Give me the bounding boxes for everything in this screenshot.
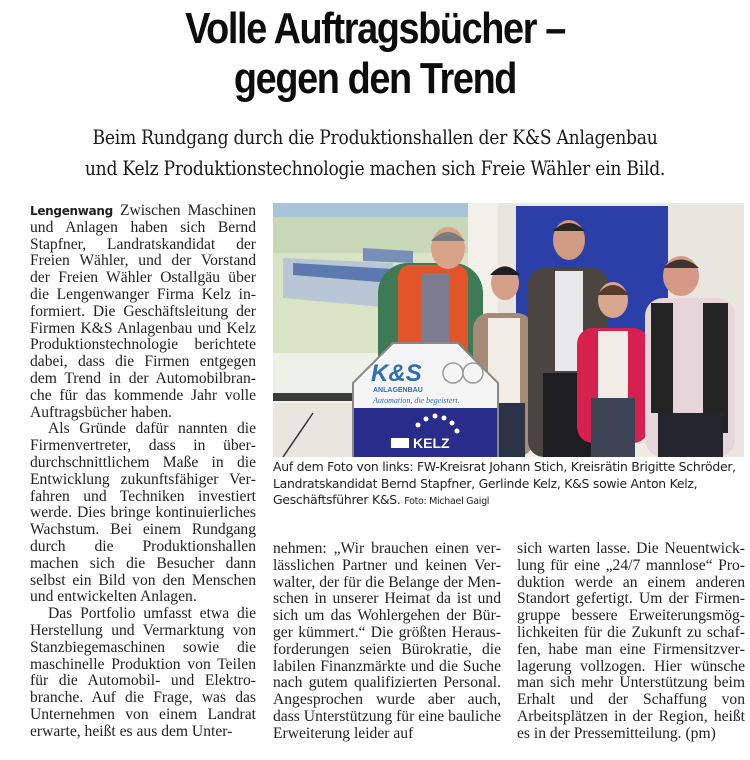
headline-line-2: gegen den Trend bbox=[233, 54, 517, 103]
article-paragraph: Das Portfolio umfasst etwa die Herstellung und Vermarktung von Stanzbiegemaschinen sowie die maschinelle Produktion von Teilen für die Automobil- und Elektrobranche. Auf die Frage, was das Unternehmen von einem Landrat erwarte, heißt es aus dem Unter- bbox=[30, 605, 256, 740]
paragraph-text: Zwischen Maschinen und Anlagen haben sich Bernd Stapfner, Landratskandidat der Freien Wähler, und der Vorstand der Freien Wähler Ostallgäu über die Lengenwanger Firma Kelz informiert. Die Geschäftsleitung der Firmen K&S Anlagenbau und Kelz Produktionstechnologie berichtete dabei, dass die Firmen entgegen dem Trend in der Automobilbranche für das kommende Jahr volle Auftragsbücher haben. bbox=[30, 202, 256, 421]
subheadline bbox=[45, 122, 705, 184]
photo-caption bbox=[273, 459, 748, 511]
article-paragraph: Als Gründe dafür nannten die Firmenvertreter, dass in überdurchschnittlichem Maße in die Entwicklung zukunftsfähiger Verfahren und Techniken investiert werde. Dies bringe kontinuierliches Wachstum. Bei einem Rundgang durch die Produktionshallen machen sich die Besucher dann selbst ein Bild von den Menschen und entwickelten Anlagen. bbox=[30, 420, 256, 606]
dateline: Lengenwang bbox=[30, 204, 113, 218]
photo-credit: Foto: Michael Gaigl bbox=[404, 496, 490, 507]
sign-anlagenbau: ANLAGENBAU bbox=[373, 387, 423, 394]
article-paragraph bbox=[30, 203, 256, 421]
ks-kelz-sign bbox=[353, 343, 498, 457]
photo-illustration bbox=[273, 203, 744, 457]
headline bbox=[53, 4, 698, 104]
article-column-3 bbox=[517, 541, 745, 743]
article-column-2 bbox=[273, 541, 501, 743]
article-paragraph: sich warten lasse. Die Neuentwicklung für eine „24/7 mannlose“ Produktion werde an einem anderen Standort gefertigt. Um der Firmengruppe bessere Erweiterungsmöglichkeiten für die Zukunft zu schaffen, habe man eine Firmensitzverlagerung vollzogen. Hier wünsche man sich mehr Unterstützung beim Erhalt und der Schaffung von Arbeitsplätzen in der Region, heißt es in der Pressemitteilung. (pm) bbox=[517, 540, 745, 742]
headline-line-1: Volle Auftragsbücher – bbox=[185, 4, 565, 53]
article-photo bbox=[273, 203, 744, 457]
subheadline-line-1: Beim Rundgang durch die Produktionshallen der K&S Anlagenbau bbox=[92, 126, 658, 149]
sign-slogan: Automation, die begeistert. bbox=[373, 396, 460, 405]
article-paragraph: nehmen: „Wir brauchen einen verlässlichen Partner und keinen Verwalter, der für die Belange der Menschen in unserer Heimat da ist und sich um das Wohlergehen der Bürger kümmert.“ Die größten Herausforderungen seien Bürokratie, die labilen Finanzmärkte und die Suche nach gutem qualifizierten Personal. Angesprochen wurde aber auch, dass Unterstützung für eine bauliche Erweiterung leider auf bbox=[273, 540, 501, 742]
subheadline-line-2: und Kelz Produktionstechnologie machen sich Freie Wähler ein Bild. bbox=[84, 157, 666, 180]
sign-ks-logo: K&S bbox=[371, 360, 422, 387]
sign-kelz: KELZ bbox=[413, 435, 450, 451]
caption-text: Auf dem Foto von links: FW-Kreisrat Johann Stich, Kreisrätin Brigitte Schröder, Landratskandidat Bernd Stapfner, Gerlinde Kelz, K&S sowie Anton Kelz, Geschäftsführer K&S. bbox=[273, 459, 736, 507]
article-column-1 bbox=[30, 203, 256, 741]
